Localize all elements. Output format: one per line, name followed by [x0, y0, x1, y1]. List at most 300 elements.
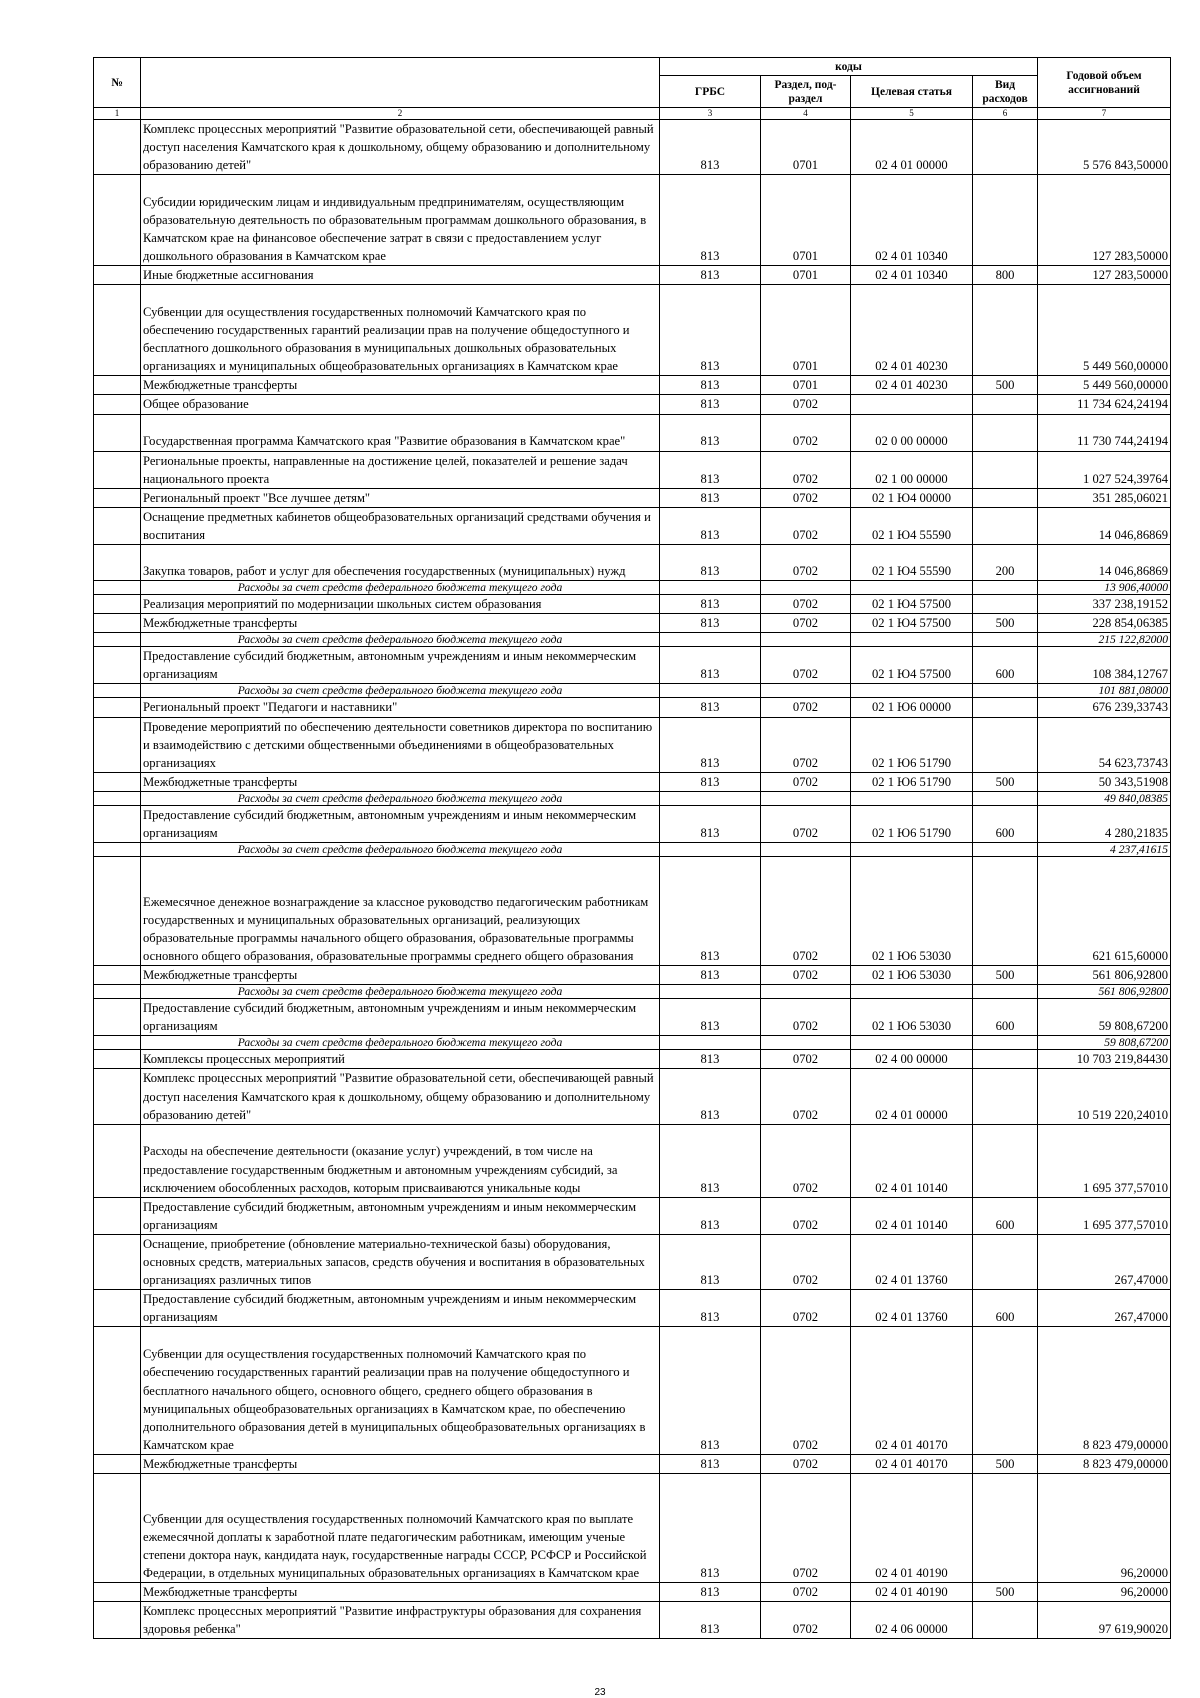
- cell-amount: [1038, 581, 1171, 595]
- cell-grbs: [660, 633, 761, 647]
- cell-section: [761, 698, 851, 717]
- cell-amount: [1038, 1327, 1171, 1455]
- cell-expense-kind: [973, 1583, 1038, 1602]
- cell-expense-kind: [973, 633, 1038, 647]
- header-amount: Годовой объем ассигнований: [1038, 58, 1171, 108]
- cell-section-text: 0702: [792, 700, 819, 715]
- cell-description: [141, 633, 660, 647]
- cell-target-article-text: 02 0 00 00000: [875, 434, 948, 449]
- cell-grbs: [660, 376, 761, 395]
- cell-amount: [1038, 1050, 1171, 1069]
- cell-section: [761, 717, 851, 772]
- cell-description: [141, 966, 660, 985]
- cell-section-text: 0701: [792, 249, 819, 264]
- cell-grbs: [660, 507, 761, 544]
- table-row: [94, 966, 1171, 985]
- cell-grbs-text: 813: [700, 158, 720, 173]
- cell-expense-kind: [973, 414, 1038, 451]
- cell-grbs: [660, 414, 761, 451]
- cell-amount: [1038, 266, 1171, 285]
- cell-amount: [1038, 614, 1171, 633]
- table-row: [94, 999, 1171, 1036]
- cell-description-text: Субвенции для осуществления государственных полномочий Камчатского края по обеспечению государственных гарантий реализации прав на получение общедоступного и бесплатного начального общего, основного общего, среднего общего образования в муниципальных общеобразовательных организациях в Камчатском крае, по обеспечению дополнительного образования детей в муниципальных общеобразовательных организациях в Камчатском крае: [143, 1347, 646, 1452]
- cell-target-article-text: 02 4 01 10340: [875, 249, 948, 264]
- cell-target-article-text: 02 4 01 40170: [875, 1456, 948, 1471]
- cell-description: [141, 266, 660, 285]
- cell-amount-text: 96,20000: [1120, 1585, 1169, 1600]
- cell-expense-kind-text: 800: [995, 268, 1015, 283]
- cell-description: [141, 1454, 660, 1473]
- budget-table: [93, 57, 1171, 1639]
- cell-amount: [1038, 717, 1171, 772]
- cell-target-article: [851, 843, 973, 857]
- cell-section: [761, 581, 851, 595]
- cell-target-article-text: 02 4 01 00000: [875, 158, 948, 173]
- cell-expense-kind: [973, 647, 1038, 684]
- cell-grbs-text: 813: [700, 616, 720, 631]
- cell-amount: [1038, 376, 1171, 395]
- cell-target-article: [851, 581, 973, 595]
- cell-section-text: 0702: [792, 667, 819, 682]
- cell-grbs: [660, 966, 761, 985]
- cell-description-text: Межбюджетные трансферты: [143, 378, 298, 393]
- cell-expense-kind-text: 500: [995, 1456, 1015, 1471]
- cell-grbs: [660, 285, 761, 376]
- cell-expense-kind-text: 600: [995, 825, 1015, 840]
- cell-target-article: [851, 1454, 973, 1473]
- cell-amount-text: 127 283,50000: [1092, 249, 1169, 264]
- cell-expense-kind-text: 500: [995, 774, 1015, 789]
- cell-grbs: [660, 1036, 761, 1050]
- cell-target-article-text: 02 1 Ю6 51790: [871, 825, 952, 840]
- cell-section: [761, 285, 851, 376]
- cell-target-article-text: 02 4 01 40230: [875, 359, 948, 374]
- cell-target-article: [851, 647, 973, 684]
- cell-expense-kind: [973, 805, 1038, 842]
- cell-section-text: 0702: [792, 434, 819, 449]
- cell-section: [761, 614, 851, 633]
- cell-target-article: [851, 1050, 973, 1069]
- header-codes: коды: [660, 58, 1038, 76]
- cell-num: [94, 647, 141, 684]
- cell-num: [94, 791, 141, 805]
- cell-target-article: [851, 414, 973, 451]
- cell-grbs: [660, 772, 761, 791]
- cell-num: [94, 772, 141, 791]
- cell-section: [761, 1602, 851, 1639]
- cell-description-text: Расходы за счет средств федерального бюджета текущего года: [237, 1036, 563, 1050]
- cell-section: [761, 266, 851, 285]
- cell-amount-text: 621 615,60000: [1092, 948, 1169, 963]
- cell-amount-text: 1 695 377,57010: [1083, 1217, 1169, 1232]
- cell-grbs: [660, 1050, 761, 1069]
- cell-description: [141, 647, 660, 684]
- cell-expense-kind: [973, 857, 1038, 966]
- cell-description: [141, 698, 660, 717]
- cell-num: [94, 545, 141, 581]
- cell-grbs-text: 813: [700, 1217, 720, 1232]
- cell-description: [141, 1327, 660, 1455]
- cell-target-article: [851, 395, 973, 414]
- cell-grbs: [660, 1454, 761, 1473]
- cell-target-article-text: 02 1 Ю4 00000: [871, 490, 952, 505]
- table-row: [94, 488, 1171, 507]
- cell-amount: [1038, 414, 1171, 451]
- table-row-federal: [94, 1036, 1171, 1050]
- cell-grbs-text: 813: [700, 268, 720, 283]
- table-row: [94, 376, 1171, 395]
- cell-description-text: Межбюджетные трансферты: [143, 1456, 298, 1471]
- cell-num: [94, 1474, 141, 1583]
- cell-section-text: 0702: [792, 527, 819, 542]
- table-row-federal: [94, 985, 1171, 999]
- cell-amount-text: 561 806,92800: [1092, 968, 1169, 983]
- cell-amount-text: 14 046,86869: [1098, 527, 1169, 542]
- cell-expense-kind-text: 500: [995, 616, 1015, 631]
- cell-expense-kind: [973, 1069, 1038, 1124]
- cell-description: [141, 772, 660, 791]
- cell-amount-text: 11 730 744,24194: [1077, 434, 1169, 449]
- cell-expense-kind: [973, 1197, 1038, 1234]
- cell-amount: [1038, 647, 1171, 684]
- cell-amount: [1038, 1036, 1171, 1050]
- cell-section-text: 0702: [792, 563, 819, 578]
- cell-description: [141, 791, 660, 805]
- cell-grbs-text: 813: [700, 1052, 720, 1067]
- colnum-7: 7: [1038, 108, 1171, 120]
- cell-target-article: [851, 614, 973, 633]
- cell-description: [141, 488, 660, 507]
- cell-target-article: [851, 1474, 973, 1583]
- cell-amount-text: 337 238,19152: [1092, 597, 1169, 612]
- table-row: [94, 805, 1171, 842]
- cell-description: [141, 1602, 660, 1639]
- cell-expense-kind: [973, 1124, 1038, 1197]
- cell-description: [141, 1036, 660, 1050]
- cell-expense-kind: [973, 1050, 1038, 1069]
- cell-grbs: [660, 1234, 761, 1289]
- cell-grbs: [660, 451, 761, 488]
- cell-description-text: Предоставление субсидий бюджетным, автономным учреждениям и иным некоммерческим организациям: [143, 1199, 637, 1232]
- cell-grbs-text: 813: [700, 1437, 720, 1452]
- cell-num: [94, 1327, 141, 1455]
- cell-section-text: 0702: [792, 1107, 819, 1122]
- cell-target-article-text: 02 1 Ю4 57500: [871, 597, 952, 612]
- cell-description-text: Ежемесячное денежное вознаграждение за классное руководство педагогическим работникам государственных и муниципальных образовательных организаций, реализующих образовательные программы начального общего образования, образовательные программы основного общего образования, образовательные программы среднего общего образования: [143, 894, 649, 963]
- cell-amount: [1038, 488, 1171, 507]
- cell-target-article-text: 02 4 01 10140: [875, 1180, 948, 1195]
- cell-target-article: [851, 266, 973, 285]
- cell-description: [141, 595, 660, 614]
- cell-description-text: Региональный проект "Педагоги и наставники": [143, 700, 398, 715]
- cell-amount-text: 127 283,50000: [1092, 268, 1169, 283]
- cell-amount-text: 97 619,90020: [1098, 1622, 1169, 1637]
- table-row: [94, 595, 1171, 614]
- cell-target-article: [851, 1234, 973, 1289]
- cell-amount: [1038, 1602, 1171, 1639]
- cell-description-text: Расходы за счет средств федерального бюджета текущего года: [237, 633, 563, 647]
- cell-description: [141, 614, 660, 633]
- cell-amount: [1038, 507, 1171, 544]
- cell-grbs: [660, 1069, 761, 1124]
- cell-expense-kind-text: 600: [995, 1217, 1015, 1232]
- cell-description: [141, 717, 660, 772]
- cell-section-text: 0702: [792, 471, 819, 486]
- cell-amount-text: 1 695 377,57010: [1083, 1180, 1169, 1195]
- cell-description: [141, 451, 660, 488]
- cell-section-text: 0702: [792, 1310, 819, 1325]
- cell-description: [141, 581, 660, 595]
- cell-section: [761, 1050, 851, 1069]
- cell-section: [761, 488, 851, 507]
- cell-section-text: 0702: [792, 490, 819, 505]
- cell-amount-text: 54 623,73743: [1098, 755, 1169, 770]
- cell-amount-text: 351 285,06021: [1092, 490, 1169, 505]
- cell-target-article-text: 02 1 Ю4 57500: [871, 667, 952, 682]
- cell-description: [141, 285, 660, 376]
- cell-grbs: [660, 805, 761, 842]
- cell-target-article: [851, 1124, 973, 1197]
- cell-expense-kind-text: 600: [995, 1310, 1015, 1325]
- cell-target-article-text: 02 4 01 13760: [875, 1310, 948, 1325]
- cell-num: [94, 1290, 141, 1327]
- cell-description: [141, 684, 660, 698]
- cell-expense-kind: [973, 1036, 1038, 1050]
- cell-num: [94, 488, 141, 507]
- cell-amount-text: 267,47000: [1114, 1310, 1169, 1325]
- table-row: [94, 857, 1171, 966]
- header-num: №: [94, 58, 141, 108]
- cell-grbs: [660, 698, 761, 717]
- cell-amount-text: 561 806,92800: [1098, 985, 1169, 999]
- cell-grbs-text: 813: [700, 249, 720, 264]
- table-row: [94, 1290, 1171, 1327]
- table-row: [94, 266, 1171, 285]
- cell-amount: [1038, 545, 1171, 581]
- cell-target-article-text: 02 4 01 13760: [875, 1273, 948, 1288]
- cell-target-article-text: 02 4 06 00000: [875, 1622, 948, 1637]
- cell-description: [141, 843, 660, 857]
- cell-target-article-text: 02 4 00 00000: [875, 1052, 948, 1067]
- cell-description: [141, 985, 660, 999]
- cell-grbs: [660, 1327, 761, 1455]
- cell-expense-kind: [973, 1234, 1038, 1289]
- cell-section: [761, 1454, 851, 1473]
- cell-num: [94, 999, 141, 1036]
- cell-expense-kind: [973, 1290, 1038, 1327]
- cell-section: [761, 414, 851, 451]
- cell-num: [94, 1036, 141, 1050]
- cell-section: [761, 175, 851, 266]
- cell-description-text: Общее образование: [143, 397, 249, 412]
- cell-amount: [1038, 1454, 1171, 1473]
- cell-grbs-text: 813: [700, 667, 720, 682]
- table-row: [94, 698, 1171, 717]
- cell-amount-text: 10 519 220,24010: [1076, 1107, 1169, 1122]
- cell-target-article: [851, 698, 973, 717]
- cell-section: [761, 999, 851, 1036]
- cell-target-article-text: 02 4 01 10140: [875, 1217, 948, 1232]
- cell-section-text: 0702: [792, 616, 819, 631]
- cell-grbs-text: 813: [700, 948, 720, 963]
- cell-section-text: 0702: [792, 597, 819, 612]
- cell-description-text: Предоставление субсидий бюджетным, автономным учреждениям и иным некоммерческим организациям: [143, 649, 637, 682]
- cell-grbs-text: 813: [700, 434, 720, 449]
- cell-target-article: [851, 717, 973, 772]
- cell-target-article: [851, 805, 973, 842]
- cell-amount-text: 49 840,08385: [1104, 791, 1169, 805]
- cell-description-text: Предоставление субсидий бюджетным, автономным учреждениям и иным некоммерческим организациям: [143, 807, 637, 840]
- cell-amount: [1038, 999, 1171, 1036]
- cell-grbs: [660, 175, 761, 266]
- table-row: [94, 1327, 1171, 1455]
- cell-description-text: Закупка товаров, работ и услуг для обеспечения государственных (муниципальных) нужд: [143, 563, 626, 578]
- cell-num: [94, 595, 141, 614]
- cell-section-text: 0701: [792, 268, 819, 283]
- cell-section: [761, 395, 851, 414]
- cell-target-article-text: 02 1 Ю4 55590: [871, 563, 952, 578]
- table-row: [94, 451, 1171, 488]
- cell-expense-kind: [973, 985, 1038, 999]
- cell-section: [761, 1290, 851, 1327]
- cell-amount-text: 8 823 479,00000: [1083, 1437, 1169, 1452]
- cell-target-article: [851, 633, 973, 647]
- cell-grbs-text: 813: [700, 1019, 720, 1034]
- cell-expense-kind: [973, 175, 1038, 266]
- cell-amount: [1038, 120, 1171, 175]
- cell-section: [761, 376, 851, 395]
- cell-amount-text: 10 703 219,84430: [1076, 1052, 1169, 1067]
- colnum-6: 6: [973, 108, 1038, 120]
- cell-section: [761, 1069, 851, 1124]
- cell-target-article-text: 02 1 Ю6 51790: [871, 774, 952, 789]
- cell-description: [141, 1124, 660, 1197]
- cell-num: [94, 1234, 141, 1289]
- cell-expense-kind-text: 200: [995, 563, 1015, 578]
- header-grbs: ГРБС: [660, 76, 761, 108]
- cell-target-article: [851, 684, 973, 698]
- cell-section: [761, 647, 851, 684]
- cell-num: [94, 120, 141, 175]
- cell-expense-kind: [973, 488, 1038, 507]
- cell-target-article-text: 02 1 Ю6 51790: [871, 755, 952, 770]
- table-row: [94, 1583, 1171, 1602]
- cell-num: [94, 285, 141, 376]
- cell-expense-kind: [973, 717, 1038, 772]
- cell-section: [761, 805, 851, 842]
- cell-amount: [1038, 805, 1171, 842]
- cell-section: [761, 857, 851, 966]
- cell-grbs-text: 813: [700, 1180, 720, 1195]
- cell-grbs: [660, 1602, 761, 1639]
- cell-section-text: 0702: [792, 1052, 819, 1067]
- table-row-federal: [94, 633, 1171, 647]
- cell-grbs-text: 813: [700, 1456, 720, 1471]
- table-row: [94, 1050, 1171, 1069]
- cell-target-article: [851, 1327, 973, 1455]
- cell-amount: [1038, 843, 1171, 857]
- table-row: [94, 1474, 1171, 1583]
- table-row-federal: [94, 791, 1171, 805]
- cell-section-text: 0702: [792, 755, 819, 770]
- cell-amount-text: 267,47000: [1114, 1273, 1169, 1288]
- cell-expense-kind: [973, 684, 1038, 698]
- cell-section: [761, 1036, 851, 1050]
- cell-section: [761, 772, 851, 791]
- cell-grbs-text: 813: [700, 359, 720, 374]
- cell-grbs-text: 813: [700, 1107, 720, 1122]
- cell-section: [761, 1124, 851, 1197]
- cell-target-article: [851, 999, 973, 1036]
- cell-description: [141, 545, 660, 581]
- cell-description-text: Межбюджетные трансферты: [143, 616, 298, 631]
- cell-expense-kind: [973, 285, 1038, 376]
- cell-grbs: [660, 545, 761, 581]
- cell-grbs: [660, 985, 761, 999]
- cell-grbs: [660, 791, 761, 805]
- cell-amount: [1038, 698, 1171, 717]
- cell-section: [761, 1234, 851, 1289]
- cell-target-article: [851, 1069, 973, 1124]
- cell-target-article: [851, 772, 973, 791]
- cell-expense-kind: [973, 376, 1038, 395]
- cell-section: [761, 545, 851, 581]
- cell-description: [141, 1234, 660, 1289]
- cell-description: [141, 1583, 660, 1602]
- table-row: [94, 414, 1171, 451]
- cell-amount: [1038, 1069, 1171, 1124]
- cell-amount: [1038, 1474, 1171, 1583]
- cell-grbs-text: 813: [700, 1622, 720, 1637]
- cell-target-article: [851, 985, 973, 999]
- cell-section: [761, 595, 851, 614]
- cell-description-text: Субвенции для осуществления государственных полномочий Камчатского края по обеспечению государственных гарантий реализации прав на получение общедоступного и бесплатного дошкольного образования в муниципальных дошкольных образовательных организациях и муниципальных общеобразовательных организациях в Камчатском крае: [143, 305, 630, 374]
- cell-num: [94, 843, 141, 857]
- cell-grbs: [660, 595, 761, 614]
- cell-description-text: Комплекс процессных мероприятий "Развитие инфраструктуры образования для сохранения здоровья ребенка": [143, 1604, 642, 1637]
- cell-grbs-text: 813: [700, 774, 720, 789]
- cell-description: [141, 999, 660, 1036]
- cell-section: [761, 451, 851, 488]
- cell-section: [761, 1474, 851, 1583]
- cell-description-text: Оснащение предметных кабинетов общеобразовательных организаций средствами обучения и воспитания: [143, 509, 651, 542]
- cell-section-text: 0702: [792, 948, 819, 963]
- colnum-4: 4: [761, 108, 851, 120]
- cell-amount-text: 11 734 624,24194: [1077, 397, 1169, 412]
- cell-expense-kind: [973, 545, 1038, 581]
- cell-amount-text: 96,20000: [1120, 1565, 1169, 1580]
- cell-num: [94, 684, 141, 698]
- table-row: [94, 120, 1171, 175]
- cell-num: [94, 1050, 141, 1069]
- cell-amount-text: 14 046,86869: [1098, 563, 1169, 578]
- cell-target-article: [851, 376, 973, 395]
- cell-section-text: 0702: [792, 1585, 819, 1600]
- colnum-5: 5: [851, 108, 973, 120]
- cell-grbs-text: 813: [700, 471, 720, 486]
- cell-num: [94, 266, 141, 285]
- table-row: [94, 647, 1171, 684]
- cell-expense-kind: [973, 698, 1038, 717]
- cell-num: [94, 698, 141, 717]
- cell-grbs-text: 813: [700, 490, 720, 505]
- cell-amount-text: 108 384,12767: [1092, 667, 1169, 682]
- cell-description: [141, 414, 660, 451]
- cell-amount: [1038, 175, 1171, 266]
- cell-expense-kind: [973, 1602, 1038, 1639]
- cell-amount: [1038, 285, 1171, 376]
- cell-section: [761, 120, 851, 175]
